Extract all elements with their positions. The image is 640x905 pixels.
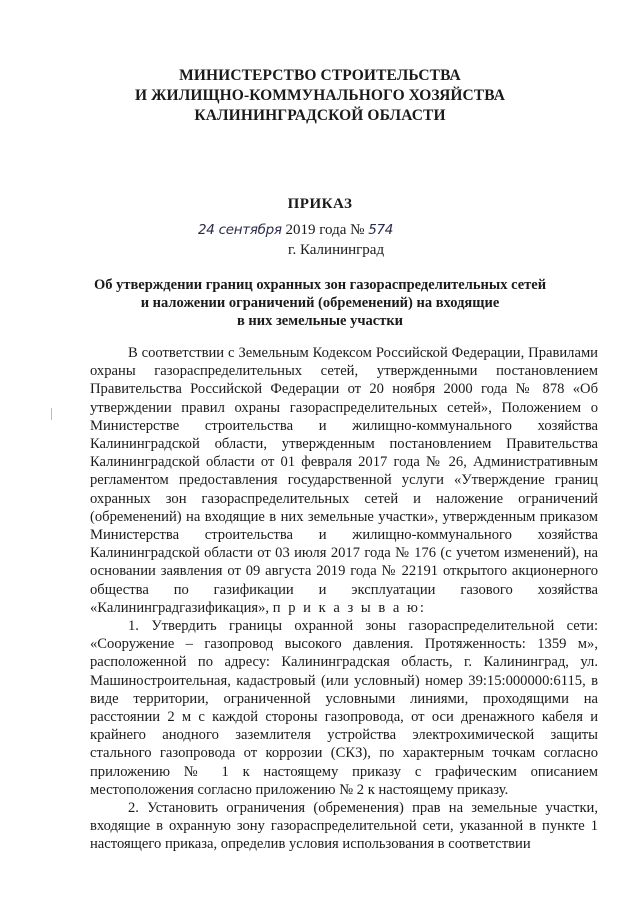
ministry-line-2: И ЖИЛИЩНО-КОММУНАЛЬНОГО ХОЗЯЙСТВА — [134, 87, 506, 104]
subject-line-2: и наложении ограничений (обременений) на входящие — [140, 295, 500, 311]
order-word: п р и к а з ы в а ю: — [272, 599, 426, 616]
handwritten-date: 24 сентября — [198, 222, 282, 238]
preamble-text: В соответствии с Земельным Кодексом Российской Федерации, Правилами охраны газораспределительных сетей, утвержденными постановлением Правительства Российской Федерации от 20 ноября 2000 года № 878 «Об утверждении правил охраны газораспределительных сетей», Положением о Министерстве строительства и жилищно-коммунального хозяйства Калининградской области, утвержденным постановлением Правительства Калининградской области от 01 февраля 2017 года № 26, Административным регламентом предоставления государственной услуги «Утверждение границ охранных зон газораспределительных сетей и наложение ограничений (обременений) на входящие в них земельные участки», утвержденным приказом Министерства строительства и жилищно-коммунального хозяйства Калининградской области от 03 июля 2017 года № 176 (с учетом изменений), на основании заявления от 09 августа 2019 года № 22191 открытого акционерного общества по газификации и эксплуатации газового хозяйства «Калининградгазификация», — [90, 345, 598, 616]
ministry-header — [0, 66, 640, 126]
subject-line-3: в них земельные участки — [236, 313, 404, 329]
item-1-paragraph: 1. Утвердить границы охранной зоны газораспределительной сети: «Сооружение – газопровод высокого давления. Протяженность: 1359 м», расположенной по адресу: Калининградская область, г. Калининград, ул. Машиностроительная, кадастровый (или условный) номер 39:15:000000:6115, в виде территории, ограниченной условными линиями, проходящими на расстоянии 2 м с каждой стороны газопровода, от оси дренажного кабеля и крайнего анодного заземлителя устройства электрохимической защиты стального газопровода от коррозии (СКЗ), по характерным точкам согласно приложению № 1 к настоящему приказу с графическим описанием местоположения согласно приложению № 2 к настоящему приказу. — [90, 618, 598, 798]
printed-date: 2019 года № — [285, 222, 365, 238]
order-title: ПРИКАЗ — [287, 196, 353, 212]
handwritten-number: 574 — [368, 222, 394, 238]
subject-line-1: Об утверждении границ охранных зон газораспределительных сетей — [93, 277, 547, 293]
order-subject — [0, 276, 640, 330]
ministry-line-1: МИНИСТЕРСТВО СТРОИТЕЛЬСТВА — [179, 67, 461, 84]
ministry-line-3: КАЛИНИНГРАДСКОЙ ОБЛАСТИ — [194, 107, 446, 124]
preamble-paragraph — [90, 344, 598, 617]
order-body — [90, 344, 598, 854]
order-city: г. Калининград — [288, 242, 385, 258]
margin-mark — [51, 408, 52, 420]
order-dateline — [198, 222, 393, 239]
item-2-paragraph: 2. Установить ограничения (обременения) прав на земельные участки, входящие в охранную зону газораспределительной сети, указанной в пункте 1 настоящего приказа, определив условия использования в соответствии — [90, 800, 598, 853]
